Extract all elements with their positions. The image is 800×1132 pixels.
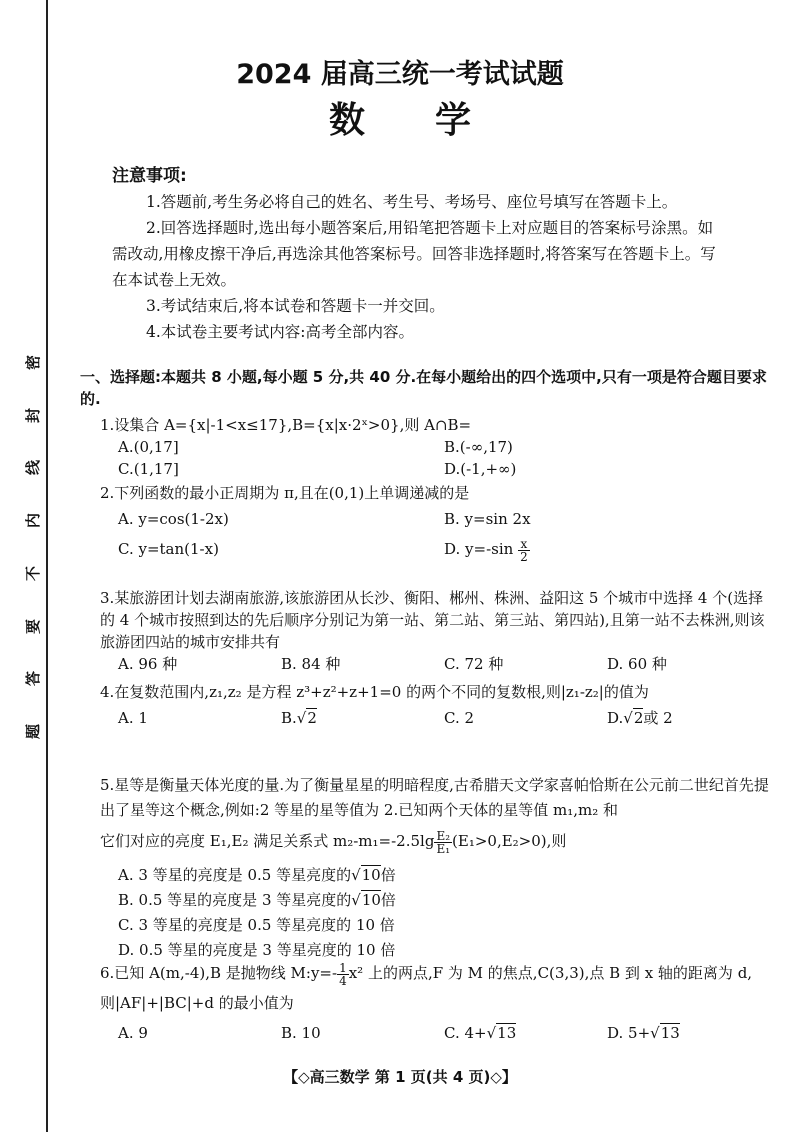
options — [80, 707, 770, 729]
radicand: 2 — [307, 709, 317, 727]
option-c: C. y=tan(1-x) — [118, 540, 219, 558]
option-b: B. 10 — [281, 1024, 321, 1042]
notice-item: 3.考试结束后,将本试卷和答题卡一并交回。 — [146, 297, 445, 315]
subject-title: 数学 — [328, 100, 541, 141]
option-a: A. 3 等星的亮度是 0.5 等星亮度的√10倍 — [118, 866, 396, 884]
radicand: 10 — [361, 891, 381, 909]
question-6 — [80, 958, 770, 1048]
fraction-denominator: E₁ — [436, 841, 451, 856]
sealing-line-label — [24, 352, 42, 742]
option-b: B. y=sin 2x — [444, 510, 531, 528]
notice-block — [112, 163, 722, 345]
question-stem: 1.设集合 A={x|-1<x≤17},B={x|x·2ˣ>0},则 A∩B= — [100, 416, 472, 434]
options — [80, 436, 770, 480]
option-c: C. 3 等星的亮度是 0.5 等星亮度的 10 倍 — [118, 916, 395, 934]
option-a-text: A. 3 等星的亮度是 0.5 等星亮度的 — [118, 866, 352, 884]
option-c: C.(1,17] — [118, 460, 179, 478]
option-c-text: C. 4+ — [444, 1024, 487, 1042]
option-b-text: B. 0.5 等星的亮度是 3 等星亮度的 — [118, 891, 352, 909]
option-c: C. 72 种 — [444, 655, 504, 673]
formula-text: 它们对应的亮度 E₁,E₂ 满足关系式 m₂-m₁=-2.5lg — [100, 832, 435, 850]
option-d: D. 60 种 — [607, 655, 667, 673]
radicand: 2 — [633, 709, 644, 727]
question-3 — [80, 587, 770, 675]
option-d: D. 0.5 等星的亮度是 3 等星亮度的 10 倍 — [118, 941, 396, 959]
option-b-text: B. — [281, 709, 297, 727]
notice-item: 2.回答选择题时,选出每小题答案后,用铅笔把答题卡上对应题目的答案标号涂黑。如需改动,用橡皮擦干净后,再选涂其他答案标号。回答非选择题时,将答案写在答题卡上。写在本试卷上无效。 — [112, 219, 716, 289]
questions-3-4 — [80, 587, 770, 729]
fraction-numerator: x — [518, 538, 530, 551]
option-a-suffix: 倍 — [380, 866, 396, 884]
option-d: D.(-1,+∞) — [444, 460, 517, 478]
margin-char: 内 — [24, 513, 43, 529]
question-stem: 4.在复数范围内,z₁,z₂ 是方程 z³+z²+z+1=0 的两个不同的复数根,则|z₁-z₂|的值为 — [100, 683, 649, 701]
fraction — [337, 962, 349, 987]
option-b: B.√2 — [281, 709, 317, 727]
question-stem: 5.星等是衡量天体光度的量.为了衡量星星的明暗程度,古希腊天文学家喜帕恰斯在公元前二世纪首先提出了星等这个概念,例如:2 等星的星等值为 2.已知两个天体的星等值 m₁,m₂ 和 — [100, 776, 769, 819]
option-c: C. 2 — [444, 709, 475, 727]
margin-char: 答 — [24, 671, 43, 687]
page-footer: 【◇高三数学 第 1 页(共 4 页)◇】 — [283, 1068, 517, 1086]
question-4 — [80, 681, 770, 729]
options — [80, 504, 770, 564]
margin-char: 封 — [24, 407, 43, 423]
option-d: D. 5+√13 — [607, 1024, 680, 1042]
option-b: B.(-∞,17) — [444, 438, 513, 456]
option-b-suffix: 倍 — [380, 891, 396, 909]
options — [80, 863, 770, 963]
fraction-numerator: E₂ — [436, 828, 451, 843]
question-stem — [80, 958, 770, 1018]
question-5 — [80, 773, 770, 963]
option-d-text: D. 5+ — [607, 1024, 651, 1042]
option-d-text: D. y=-sin — [444, 540, 519, 558]
fraction — [434, 830, 452, 855]
option-b: B. 0.5 等星的亮度是 3 等星亮度的√10倍 — [118, 891, 396, 909]
margin-char: 题 — [24, 723, 43, 739]
option-d: D.√2或 2 — [607, 709, 673, 727]
margin-char: 要 — [24, 618, 43, 634]
option-d — [444, 534, 770, 564]
margin-char: 密 — [24, 354, 43, 371]
question-1 — [80, 414, 770, 480]
binding-line — [46, 0, 48, 1132]
option-c: C. 4+√13 — [444, 1024, 517, 1042]
option-a: A. 1 — [118, 709, 148, 727]
option-b: B. 84 种 — [281, 655, 341, 673]
option-a: A. y=cos(1-2x) — [118, 510, 229, 528]
stem-text-suffix: x² 上的两点,F 为 M 的焦点,C(3,3),点 B 到 x 轴的距离为 d,则|AF|+|BC|+d 的最小值为 — [100, 964, 753, 1012]
notice-item: 4.本试卷主要考试内容:高考全部内容。 — [146, 323, 415, 341]
section-1 — [80, 366, 770, 564]
fraction-denominator: 4 — [339, 973, 347, 988]
margin-char: 线 — [24, 460, 43, 476]
exam-title: 2024 届高三统一考试试题 — [236, 59, 564, 90]
options — [80, 653, 770, 675]
notice-heading: 注意事项: — [112, 166, 187, 186]
option-d-text: D. — [607, 709, 624, 727]
fraction-denominator: 2 — [520, 549, 528, 564]
fraction-numerator: 1 — [339, 960, 347, 975]
question-stem: 2.下列函数的最小正周期为 π,且在(0,1)上单调递减的是 — [100, 484, 470, 502]
option-a: A.(0,17] — [118, 438, 179, 456]
radicand: 10 — [361, 866, 381, 884]
stem-text: 6.已知 A(m,-4),B 是抛物线 M:y=- — [100, 964, 338, 982]
section-heading: 一、选择题:本题共 8 小题,每小题 5 分,共 40 分.在每小题给出的四个选项中,只有一项是符合题目要求的. — [80, 368, 767, 408]
notice-item: 1.答题前,考生务必将自己的姓名、考生号、考场号、座位号填写在答题卡上。 — [146, 193, 678, 211]
option-a: A. 9 — [118, 1024, 148, 1042]
question-2 — [80, 482, 770, 564]
radicand: 13 — [497, 1024, 517, 1042]
margin-char: 不 — [24, 565, 43, 581]
option-d-suffix: 或 2 — [643, 709, 673, 727]
radicand: 13 — [660, 1024, 680, 1042]
question-stem: 3.某旅游团计划去湖南旅游,该旅游团从长沙、衡阳、郴州、株洲、益阳这 5 个城市中选择 4 个(选择的 4 个城市按照到达的先后顺序分别记为第一站、第二站、第三站、第四站),且第一站不去株洲,则该旅游团四站的城市安排共有 — [100, 589, 765, 651]
question-stem-formula — [80, 823, 770, 859]
fraction — [518, 538, 530, 563]
formula-suffix: (E₁>0,E₂>0),则 — [452, 832, 567, 850]
options — [80, 1018, 770, 1048]
option-a: A. 96 种 — [118, 655, 178, 673]
